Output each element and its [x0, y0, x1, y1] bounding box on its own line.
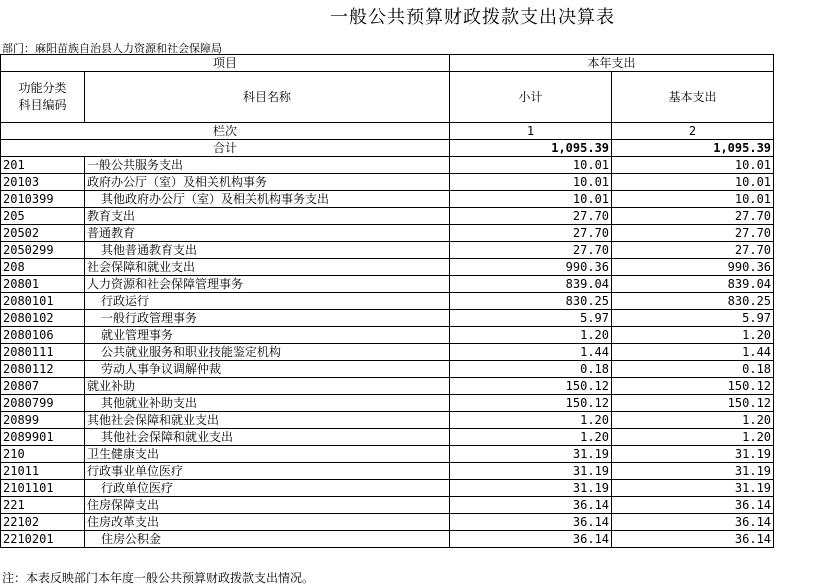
row-code: 2080112 — [1, 361, 85, 378]
row-basic: 830.25 — [612, 293, 774, 310]
row-subject-name: 其他普通教育支出 — [85, 242, 450, 259]
table-row — [1, 293, 774, 310]
row-code: 20899 — [1, 412, 85, 429]
row-basic: 1.20 — [612, 429, 774, 446]
row-subject-name: 住房保障支出 — [85, 497, 450, 514]
row-basic: 36.14 — [612, 497, 774, 514]
row-code: 2080111 — [1, 344, 85, 361]
header-row-1 — [1, 55, 774, 72]
table-row — [1, 259, 774, 276]
row-subtotal: 830.25 — [450, 293, 612, 310]
row-code: 2101101 — [1, 480, 85, 497]
table-row — [1, 480, 774, 497]
row-subtotal: 10.01 — [450, 174, 612, 191]
table-row — [1, 208, 774, 225]
row-basic: 150.12 — [612, 395, 774, 412]
table-row — [1, 361, 774, 378]
func-code-header: 功能分类 科目编码 — [1, 72, 85, 123]
row-code: 201 — [1, 157, 85, 174]
row-basic: 27.70 — [612, 208, 774, 225]
table-row — [1, 412, 774, 429]
row-code: 2080101 — [1, 293, 85, 310]
column-index-row — [1, 123, 774, 140]
row-subtotal: 1.20 — [450, 327, 612, 344]
row-basic: 10.01 — [612, 157, 774, 174]
row-subtotal: 150.12 — [450, 395, 612, 412]
row-code: 2080106 — [1, 327, 85, 344]
row-subtotal: 1.20 — [450, 412, 612, 429]
row-subject-name: 一般行政管理事务 — [85, 310, 450, 327]
row-subtotal: 990.36 — [450, 259, 612, 276]
row-subtotal: 1.20 — [450, 429, 612, 446]
row-code: 205 — [1, 208, 85, 225]
project-header: 项目 — [1, 55, 450, 72]
row-subject-name: 住房改革支出 — [85, 514, 450, 531]
row-basic: 150.12 — [612, 378, 774, 395]
total-basic: 1,095.39 — [612, 140, 774, 157]
row-code: 20807 — [1, 378, 85, 395]
department-label: 部门：麻阳苗族自治县人力资源和社会保障局 — [2, 42, 222, 55]
row-subtotal: 1.44 — [450, 344, 612, 361]
row-subtotal: 36.14 — [450, 497, 612, 514]
row-basic: 990.36 — [612, 259, 774, 276]
row-basic: 27.70 — [612, 225, 774, 242]
column-index-2: 2 — [612, 123, 774, 140]
row-basic: 0.18 — [612, 361, 774, 378]
row-basic: 1.20 — [612, 327, 774, 344]
column-index-label: 栏次 — [1, 123, 450, 140]
row-subject-name: 教育支出 — [85, 208, 450, 225]
table-row — [1, 429, 774, 446]
row-subject-name: 其他就业补助支出 — [85, 395, 450, 412]
row-code: 208 — [1, 259, 85, 276]
table-row — [1, 514, 774, 531]
row-subject-name: 政府办公厅（室）及相关机构事务 — [85, 174, 450, 191]
row-basic: 10.01 — [612, 191, 774, 208]
row-code: 221 — [1, 497, 85, 514]
header-row-2 — [1, 72, 774, 123]
row-subtotal: 10.01 — [450, 191, 612, 208]
table-row — [1, 463, 774, 480]
total-subtotal: 1,095.39 — [450, 140, 612, 157]
table-row — [1, 531, 774, 548]
row-basic: 1.44 — [612, 344, 774, 361]
row-basic: 839.04 — [612, 276, 774, 293]
report-title: 一般公共预算财政拨款支出决算表 — [330, 7, 615, 28]
table-row — [1, 446, 774, 463]
row-code: 22102 — [1, 514, 85, 531]
row-code: 210 — [1, 446, 85, 463]
row-subject-name: 行政运行 — [85, 293, 450, 310]
row-code: 2010399 — [1, 191, 85, 208]
row-subtotal: 27.70 — [450, 208, 612, 225]
table-row — [1, 497, 774, 514]
row-subject-name: 其他社会保障和就业支出 — [85, 429, 450, 446]
table-row — [1, 378, 774, 395]
row-subject-name: 公共就业服务和职业技能鉴定机构 — [85, 344, 450, 361]
row-basic: 31.19 — [612, 446, 774, 463]
subject-name-header: 科目名称 — [85, 72, 450, 123]
row-subject-name: 住房公积金 — [85, 531, 450, 548]
row-subtotal: 10.01 — [450, 157, 612, 174]
row-code: 2080102 — [1, 310, 85, 327]
row-subject-name: 劳动人事争议调解仲裁 — [85, 361, 450, 378]
table-row — [1, 276, 774, 293]
row-subject-name: 行政单位医疗 — [85, 480, 450, 497]
subtotal-header: 小计 — [450, 72, 612, 123]
row-code: 2210201 — [1, 531, 85, 548]
row-basic: 5.97 — [612, 310, 774, 327]
table-row — [1, 157, 774, 174]
total-row — [1, 140, 774, 157]
row-basic: 1.20 — [612, 412, 774, 429]
row-code: 21011 — [1, 463, 85, 480]
row-subject-name: 卫生健康支出 — [85, 446, 450, 463]
row-subtotal: 36.14 — [450, 531, 612, 548]
row-subject-name: 就业补助 — [85, 378, 450, 395]
row-basic: 31.19 — [612, 463, 774, 480]
row-subject-name: 一般公共服务支出 — [85, 157, 450, 174]
row-subject-name: 行政事业单位医疗 — [85, 463, 450, 480]
row-basic: 27.70 — [612, 242, 774, 259]
row-basic: 31.19 — [612, 480, 774, 497]
row-subtotal: 31.19 — [450, 446, 612, 463]
total-label: 合计 — [1, 140, 450, 157]
row-code: 20502 — [1, 225, 85, 242]
row-subtotal: 36.14 — [450, 514, 612, 531]
row-subject-name: 其他政府办公厅（室）及相关机构事务支出 — [85, 191, 450, 208]
row-subject-name: 其他社会保障和就业支出 — [85, 412, 450, 429]
row-subject-name: 就业管理事务 — [85, 327, 450, 344]
table-row — [1, 225, 774, 242]
footnote: 注：本表反映部门本年度一般公共预算财政拨款支出情况。 — [2, 571, 315, 585]
row-subject-name: 社会保障和就业支出 — [85, 259, 450, 276]
row-subtotal: 27.70 — [450, 225, 612, 242]
table-row — [1, 327, 774, 344]
row-subtotal: 31.19 — [450, 463, 612, 480]
row-subtotal: 31.19 — [450, 480, 612, 497]
table-row — [1, 191, 774, 208]
current-year-header: 本年支出 — [450, 55, 774, 72]
table-row — [1, 174, 774, 191]
table-row — [1, 310, 774, 327]
row-subtotal: 0.18 — [450, 361, 612, 378]
row-subject-name: 普通教育 — [85, 225, 450, 242]
table-row — [1, 395, 774, 412]
column-index-1: 1 — [450, 123, 612, 140]
row-basic: 10.01 — [612, 174, 774, 191]
row-subtotal: 839.04 — [450, 276, 612, 293]
row-code: 20801 — [1, 276, 85, 293]
row-basic: 36.14 — [612, 531, 774, 548]
row-basic: 36.14 — [612, 514, 774, 531]
row-subtotal: 150.12 — [450, 378, 612, 395]
row-code: 20103 — [1, 174, 85, 191]
basic-header: 基本支出 — [612, 72, 774, 123]
table-row — [1, 242, 774, 259]
row-code: 2089901 — [1, 429, 85, 446]
row-code: 2080799 — [1, 395, 85, 412]
expenditure-table — [0, 54, 774, 548]
row-subtotal: 5.97 — [450, 310, 612, 327]
row-code: 2050299 — [1, 242, 85, 259]
row-subtotal: 27.70 — [450, 242, 612, 259]
table-row — [1, 344, 774, 361]
row-subject-name: 人力资源和社会保障管理事务 — [85, 276, 450, 293]
